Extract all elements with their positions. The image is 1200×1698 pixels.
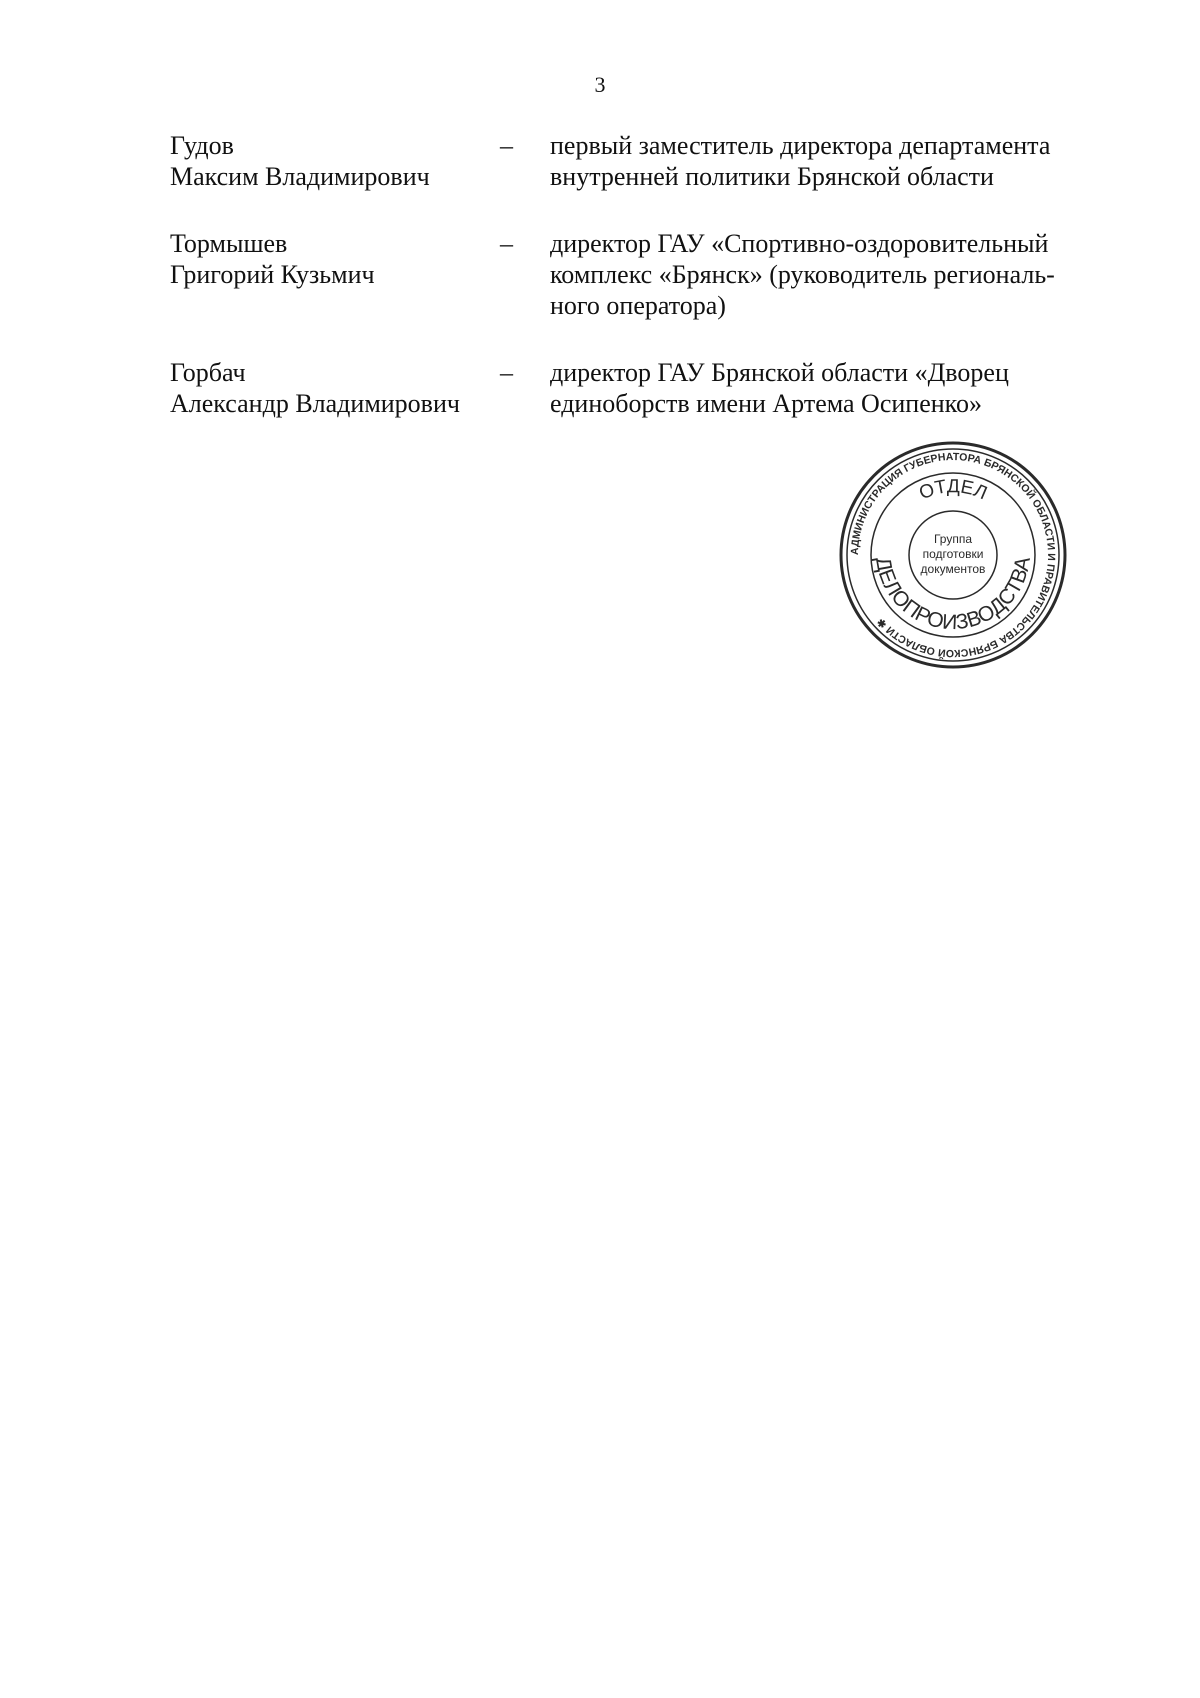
members-list (170, 130, 1110, 455)
stamp-inner-ring-path: ДЕЛОПРОИЗВОДСТВА (870, 555, 1035, 635)
role-line: первый заместитель директора департамента (550, 131, 1051, 160)
member-given-names: Александр Владимирович (170, 389, 460, 418)
role-line: комплекс «Брянск» (руководитель региональ- (550, 260, 1055, 289)
dash-separator: – (500, 358, 513, 387)
member-name (170, 130, 500, 192)
stamp-seal-icon (838, 440, 1068, 670)
member-name (170, 228, 500, 290)
member-role (550, 130, 1110, 192)
page-number: 3 (594, 72, 606, 97)
dash-separator: – (500, 229, 513, 258)
member-row (170, 228, 1110, 321)
stamp-center-line: документов (920, 562, 986, 576)
dash-separator: – (500, 131, 513, 160)
member-role (550, 228, 1110, 321)
member-surname: Гудов (170, 131, 234, 160)
stamp-top-word (916, 476, 990, 504)
stamp-ring-textpath: АДМИНИСТРАЦИЯ ГУБЕРНАТОРА БРЯНСКОЙ ОБЛАСТИ И ПРАВИТЕЛЬСТВА БРЯНСКОЙ ОБЛАСТИ ✱ (848, 450, 1058, 660)
stamp-top-word-path: ОТДЕЛ (916, 476, 990, 505)
stamp-center-line: подготовки (922, 547, 984, 561)
member-name (170, 357, 500, 419)
member-surname: Горбач (170, 358, 246, 387)
official-stamp (838, 440, 1068, 670)
member-row (170, 357, 1110, 419)
member-given-names: Максим Владимирович (170, 162, 430, 191)
member-row (170, 130, 1110, 192)
role-line: внутренней политики Брянской области (550, 162, 994, 191)
stamp-center-line: Группа (933, 532, 973, 546)
role-line: единоборств имени Артема Осипенко» (550, 389, 982, 418)
role-line: директор ГАУ Брянской области «Дворец (550, 358, 1009, 387)
role-line: директор ГАУ «Спортивно-оздоровительный (550, 229, 1049, 258)
member-given-names: Григорий Кузьмич (170, 260, 375, 289)
member-surname: Тормышев (170, 229, 288, 258)
member-role (550, 357, 1110, 419)
role-line: ного оператора) (550, 291, 726, 320)
